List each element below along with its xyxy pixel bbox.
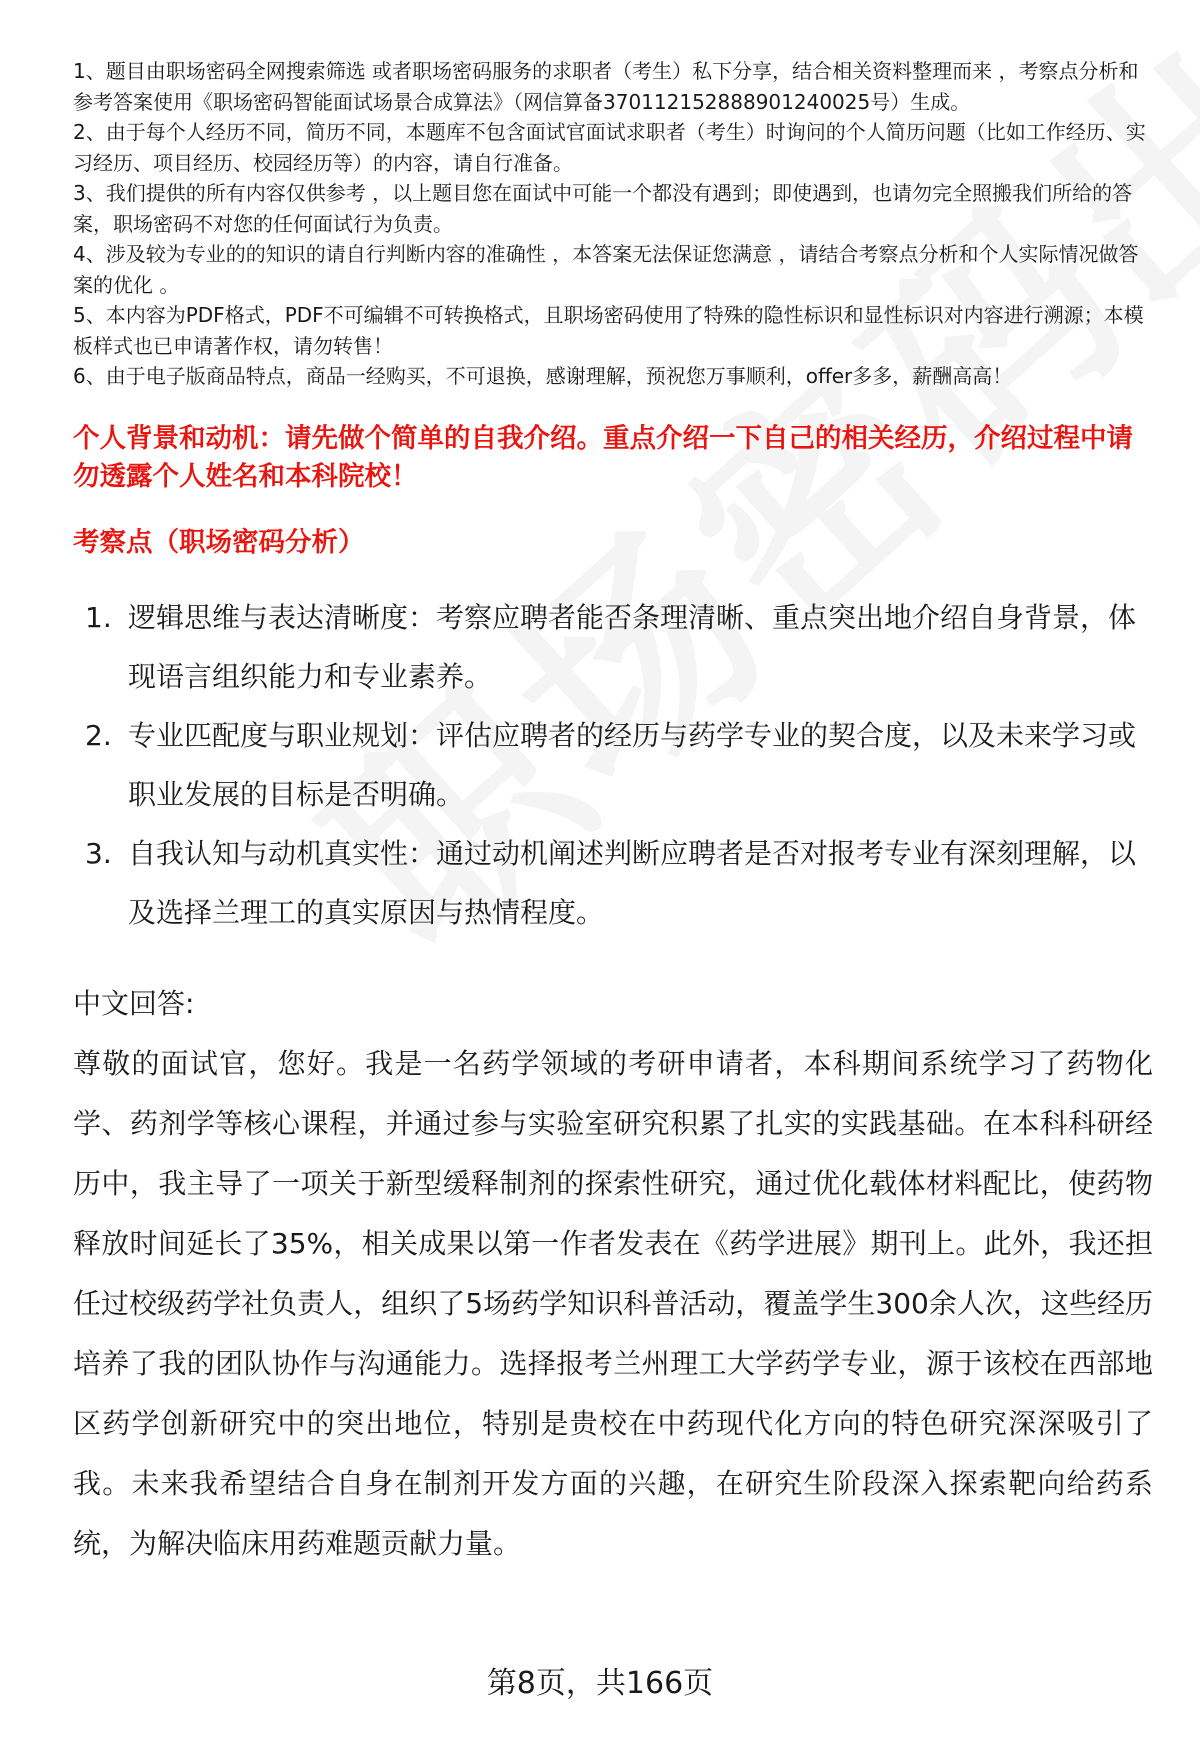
point-text: 自我认知与动机真实性：通过动机阐述判断应聘者是否对报考专业有深刻理解，以及选择兰理工的真实原因与热情程度。 bbox=[128, 836, 1137, 929]
point-number: 2. bbox=[85, 718, 112, 752]
point-number: 1. bbox=[85, 600, 112, 634]
page-footer: 第8页，共166页 bbox=[486, 1666, 714, 1701]
analysis-title: 考察点（职场密码分析） bbox=[73, 526, 365, 558]
note-item: 1、题目由职场密码全网搜索筛选 或者职场密码服务的求职者（考生）私下分享，结合相关资料整理而来 ，考察点分析和参考答案使用《职场密码智能面试场景合成算法》（网信算备370112152888901240025号）生成。 bbox=[73, 59, 1139, 114]
analysis-points bbox=[73, 588, 1153, 942]
note-item: 5、本内容为PDF格式，PDF不可编辑不可转换格式，且职场密码使用了特殊的隐性标识和显性标识对内容进行溯源；本模板样式也已申请著作权，请勿转售！ bbox=[73, 303, 1144, 358]
note-item: 3、我们提供的所有内容仅供参考 ，以上题目您在面试中可能一个都没有遇到；即使遇到，也请勿完全照搬我们所给的答案，职场密码不对您的任何面试行为负责。 bbox=[73, 181, 1133, 236]
document-page bbox=[73, 56, 1153, 1574]
point-number: 3. bbox=[85, 836, 112, 870]
answer-label: 中文回答: bbox=[73, 986, 195, 1020]
analysis-point bbox=[73, 706, 1153, 824]
point-text: 逻辑思维与表达清晰度：考察应聘者能否条理清晰、重点突出地介绍自身背景，体现语言组织能力和专业素养。 bbox=[128, 600, 1137, 693]
disclaimer-notes bbox=[73, 56, 1153, 392]
note-item: 4、涉及较为专业的的知识的请自行判断内容的准确性 ，本答案无法保证您满意 ，请结合考察点分析和个人实际情况做答案的优化 。 bbox=[73, 242, 1139, 297]
point-text: 专业匹配度与职业规划：评估应聘者的经历与药学专业的契合度，以及未来学习或职业发展的目标是否明确。 bbox=[128, 718, 1137, 811]
note-item: 2、由于每个人经历不同，简历不同，本题库不包含面试官面试求职者（考生）时询问的个人简历问题（比如工作经历、实习经历、项目经历、校园经历等）的内容，请自行准备。 bbox=[73, 120, 1146, 175]
analysis-point bbox=[73, 824, 1153, 942]
interview-question: 个人背景和动机：请先做个简单的自我介绍。重点介绍一下自己的相关经历，介绍过程中请勿透露个人姓名和本科院校！ bbox=[73, 422, 1133, 492]
note-item: 6、由于电子版商品特点，商品一经购买，不可退换，感谢理解，预祝您万事顺利，offer多多，薪酬高高！ bbox=[73, 364, 1013, 388]
analysis-point bbox=[73, 588, 1153, 706]
answer-body: 尊敬的面试官，您好。我是一名药学领域的考研申请者，本科期间系统学习了药物化学、药剂学等核心课程，并通过参与实验室研究积累了扎实的实践基础。在本科科研经历中，我主导了一项关于新型缓释制剂的探索性研究，通过优化载体材料配比，使药物释放时间延长了35%，相关成果以第一作者发表在《药学进展》期刊上。此外，我还担任过校级药学社负责人，组织了5场药学知识科普活动，覆盖学生300余人次，这些经历培养了我的团队协作与沟通能力。选择报考兰州理工大学药学专业，源于该校在西部地区药学创新研究中的突出地位，特别是贵校在中药现代化方向的特色研究深深吸引了我。未来我希望结合自身在制剂开发方面的兴趣，在研究生阶段深入探索靶向给药系统，为解决临床用药难题贡献力量。 bbox=[73, 1046, 1153, 1560]
